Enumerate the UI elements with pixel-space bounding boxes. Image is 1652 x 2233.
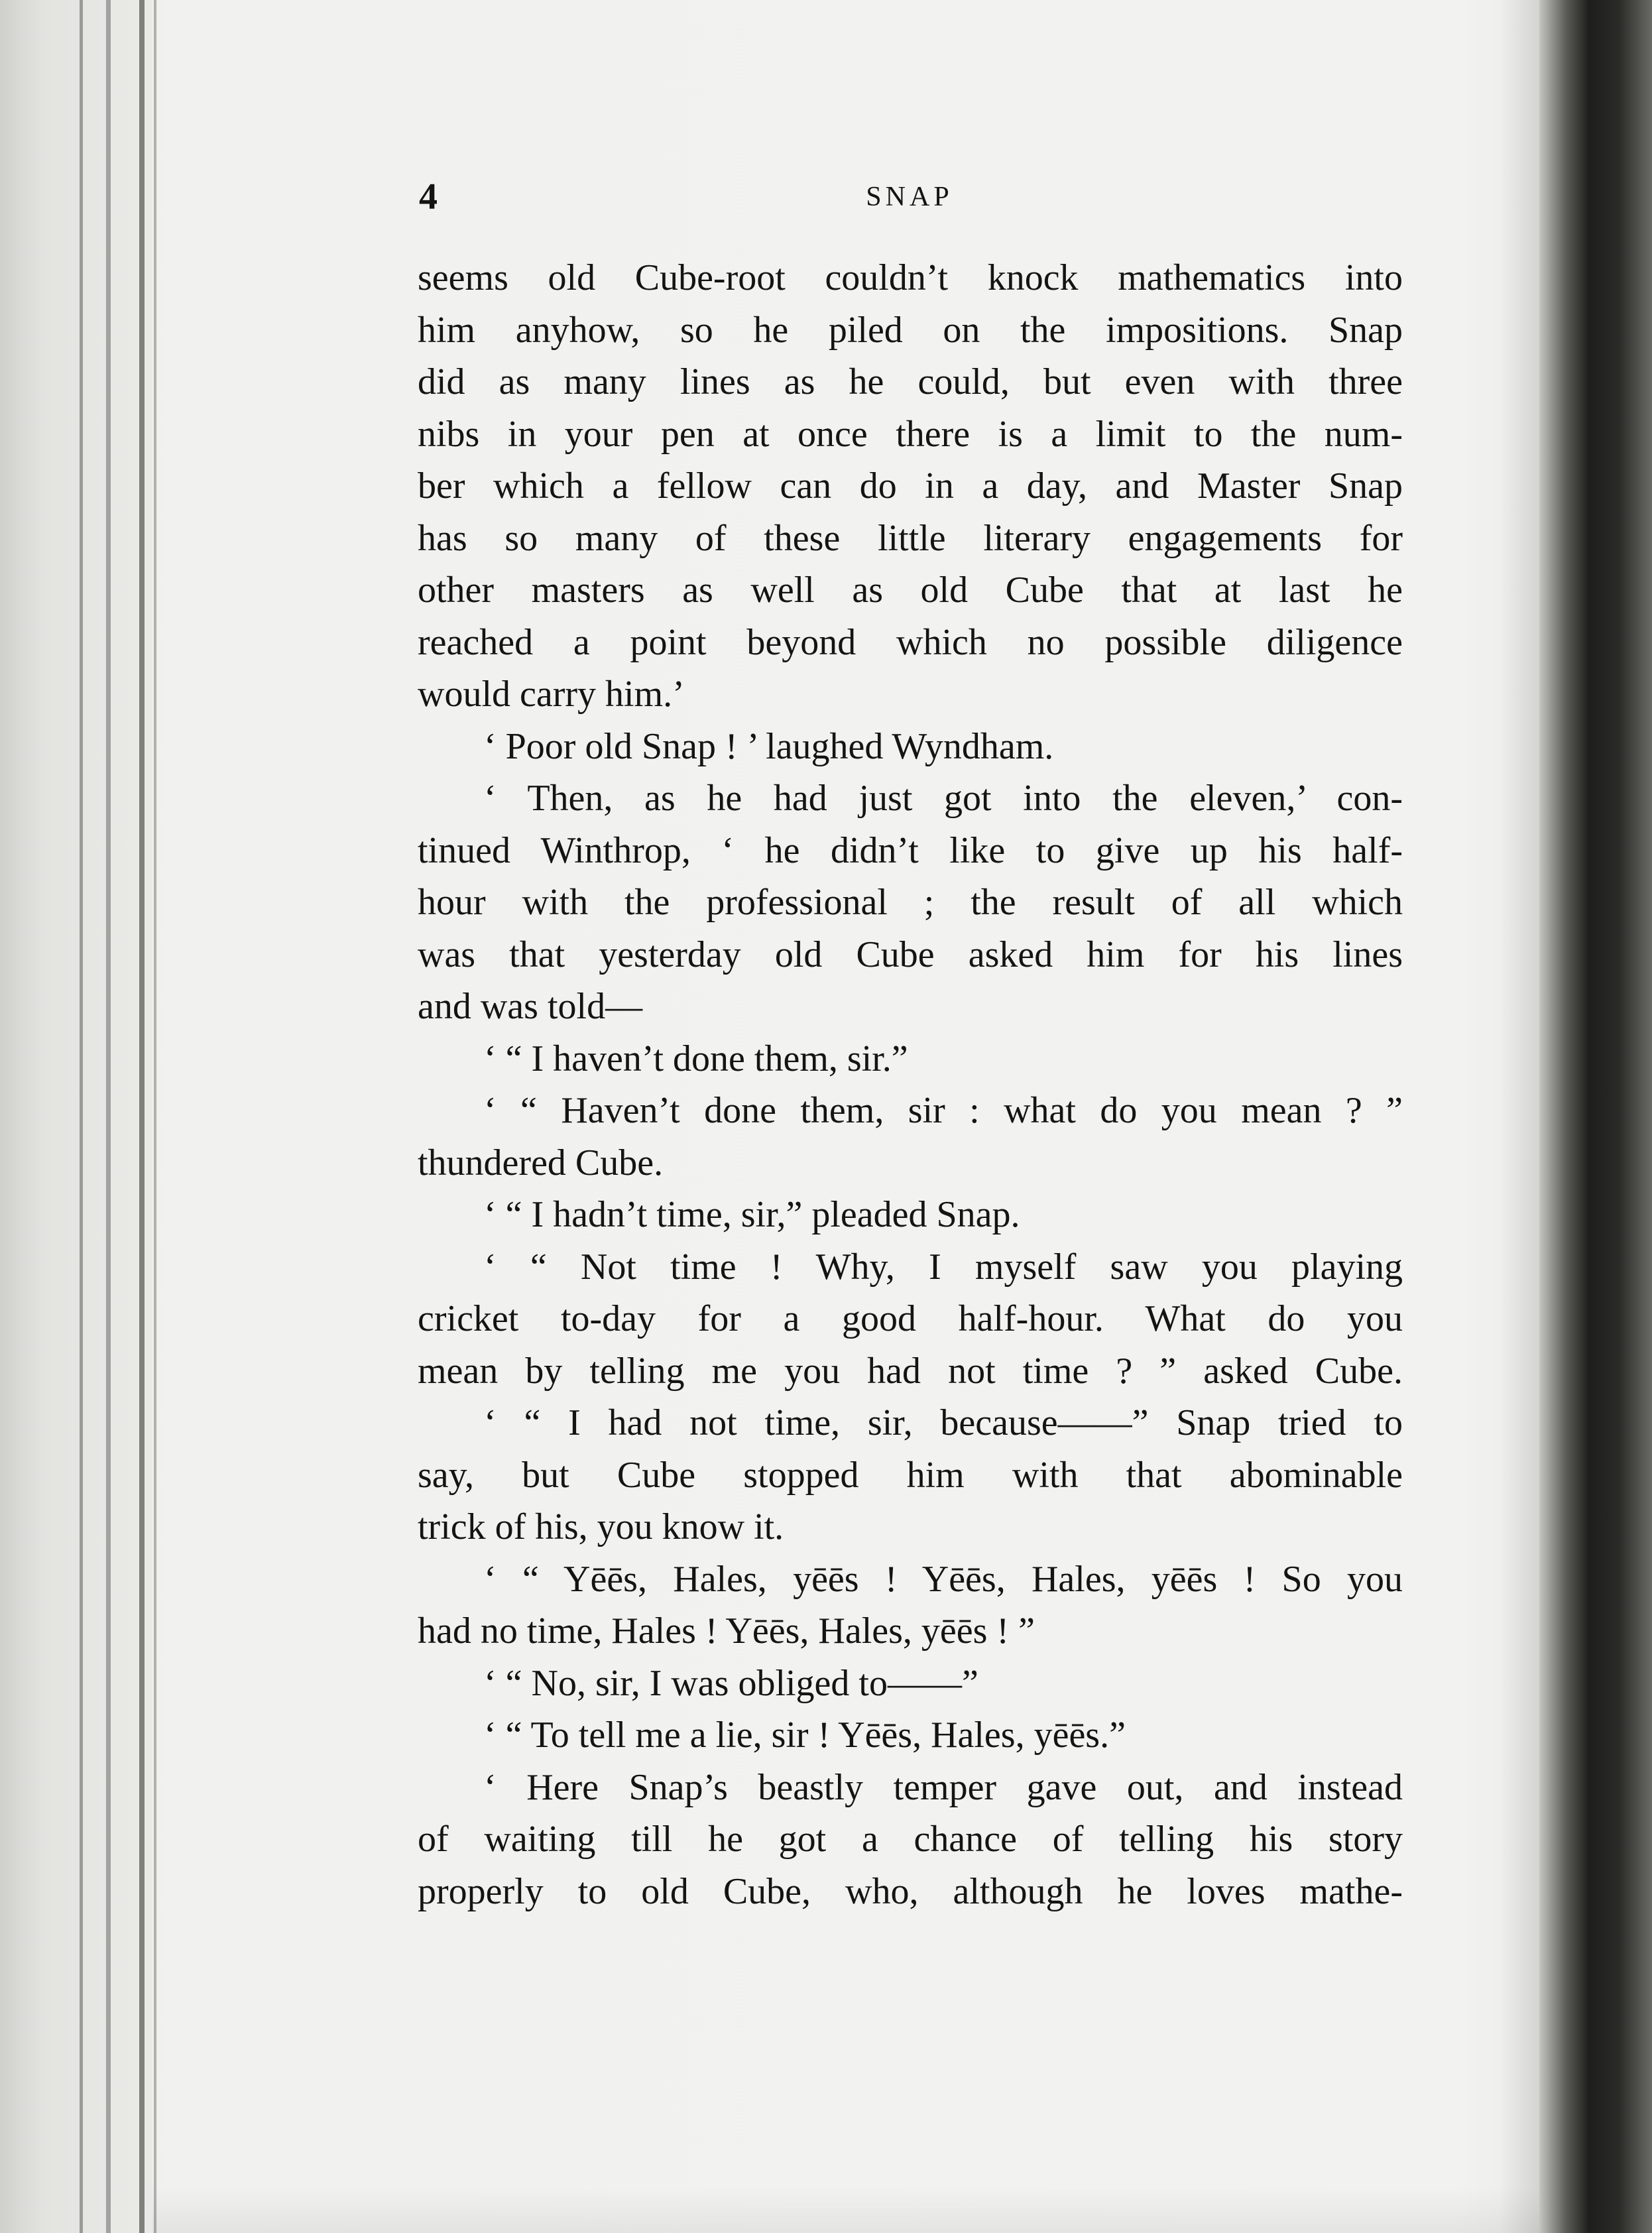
text-line: has so many of these little literary engagements for — [418, 517, 1403, 559]
text-line: and was told— — [418, 986, 643, 1027]
page-edge-line — [80, 0, 83, 2233]
text-line: hour with the professional ; the result of all which — [418, 882, 1403, 923]
page-edge-line — [106, 0, 111, 2233]
page-bottom-shadow — [152, 2187, 1539, 2233]
text-line: had no time, Hales ! Yēēs, Hales, yēēs ! ” — [418, 1610, 1035, 1652]
text-line: cricket to-day for a good half-hour. What do you — [418, 1298, 1403, 1339]
text-line: ‘ “ I hadn’t time, sir,” pleaded Snap. — [484, 1194, 1020, 1235]
page-edge-line — [154, 0, 156, 2233]
text-line: ber which a fellow can do in a day, and Master Snap — [418, 465, 1403, 507]
text-line: did as many lines as he could, but even with three — [418, 361, 1403, 402]
text-line: thundered Cube. — [418, 1142, 664, 1183]
page-fore-edge — [1539, 0, 1652, 2233]
text-line: ‘ “ No, sir, I was obliged to——” — [484, 1662, 978, 1704]
text-line: him anyhow, so he piled on the impositions. Snap — [418, 309, 1403, 351]
text-line: ‘ “ Yēēs, Hales, yēēs ! Yēēs, Hales, yēēs ! So you — [484, 1558, 1403, 1600]
text-line: was that yesterday old Cube asked him for his lines — [418, 934, 1403, 975]
text-line: other masters as well as old Cube that at last he — [418, 570, 1403, 611]
text-line: nibs in your pen at once there is a limit to the num- — [418, 413, 1403, 455]
page-edge-line — [139, 0, 145, 2233]
text-line: seems old Cube-root couldn’t knock mathematics into — [418, 257, 1403, 298]
body-text — [418, 252, 1403, 1917]
text-line: tinued Winthrop, ‘ he didn’t like to give up his half- — [418, 829, 1403, 871]
running-head-title: SNAP — [866, 182, 953, 212]
page-fore-edge-shadow — [1500, 0, 1539, 2233]
text-line: would carry him.’ — [418, 674, 685, 715]
text-line: ‘ “ I had not time, sir, because——” Snap tried to — [484, 1402, 1403, 1443]
text-line: ‘ “ I haven’t done them, sir.” — [484, 1038, 908, 1079]
page-number: 4 — [419, 176, 438, 217]
text-line: properly to old Cube, who, although he loves mathe- — [418, 1870, 1403, 1912]
text-line: mean by telling me you had not time ? ” asked Cube. — [418, 1350, 1403, 1392]
text-line: reached a point beyond which no possible diligence — [418, 621, 1403, 663]
text-line: of waiting till he got a chance of telling his story — [418, 1819, 1403, 1860]
page-binding-edge — [0, 0, 152, 2233]
text-line: ‘ Poor old Snap ! ’ laughed Wyndham. — [484, 725, 1054, 767]
text-line: ‘ “ To tell me a lie, sir ! Yēēs, Hales, yēēs.” — [484, 1715, 1126, 1756]
text-line: ‘ “ Haven’t done them, sir : what do you mean ? ” — [484, 1090, 1403, 1131]
text-line: trick of his, you know it. — [418, 1506, 784, 1547]
text-line: say, but Cube stopped him with that abominable — [418, 1454, 1403, 1496]
text-line: ‘ “ Not time ! Why, I myself saw you playing — [484, 1246, 1403, 1288]
running-head — [419, 174, 1400, 220]
text-line: ‘ Then, as he had just got into the eleven,’ con- — [484, 778, 1403, 819]
text-line: ‘ Here Snap’s beastly temper gave out, and instead — [484, 1766, 1403, 1808]
